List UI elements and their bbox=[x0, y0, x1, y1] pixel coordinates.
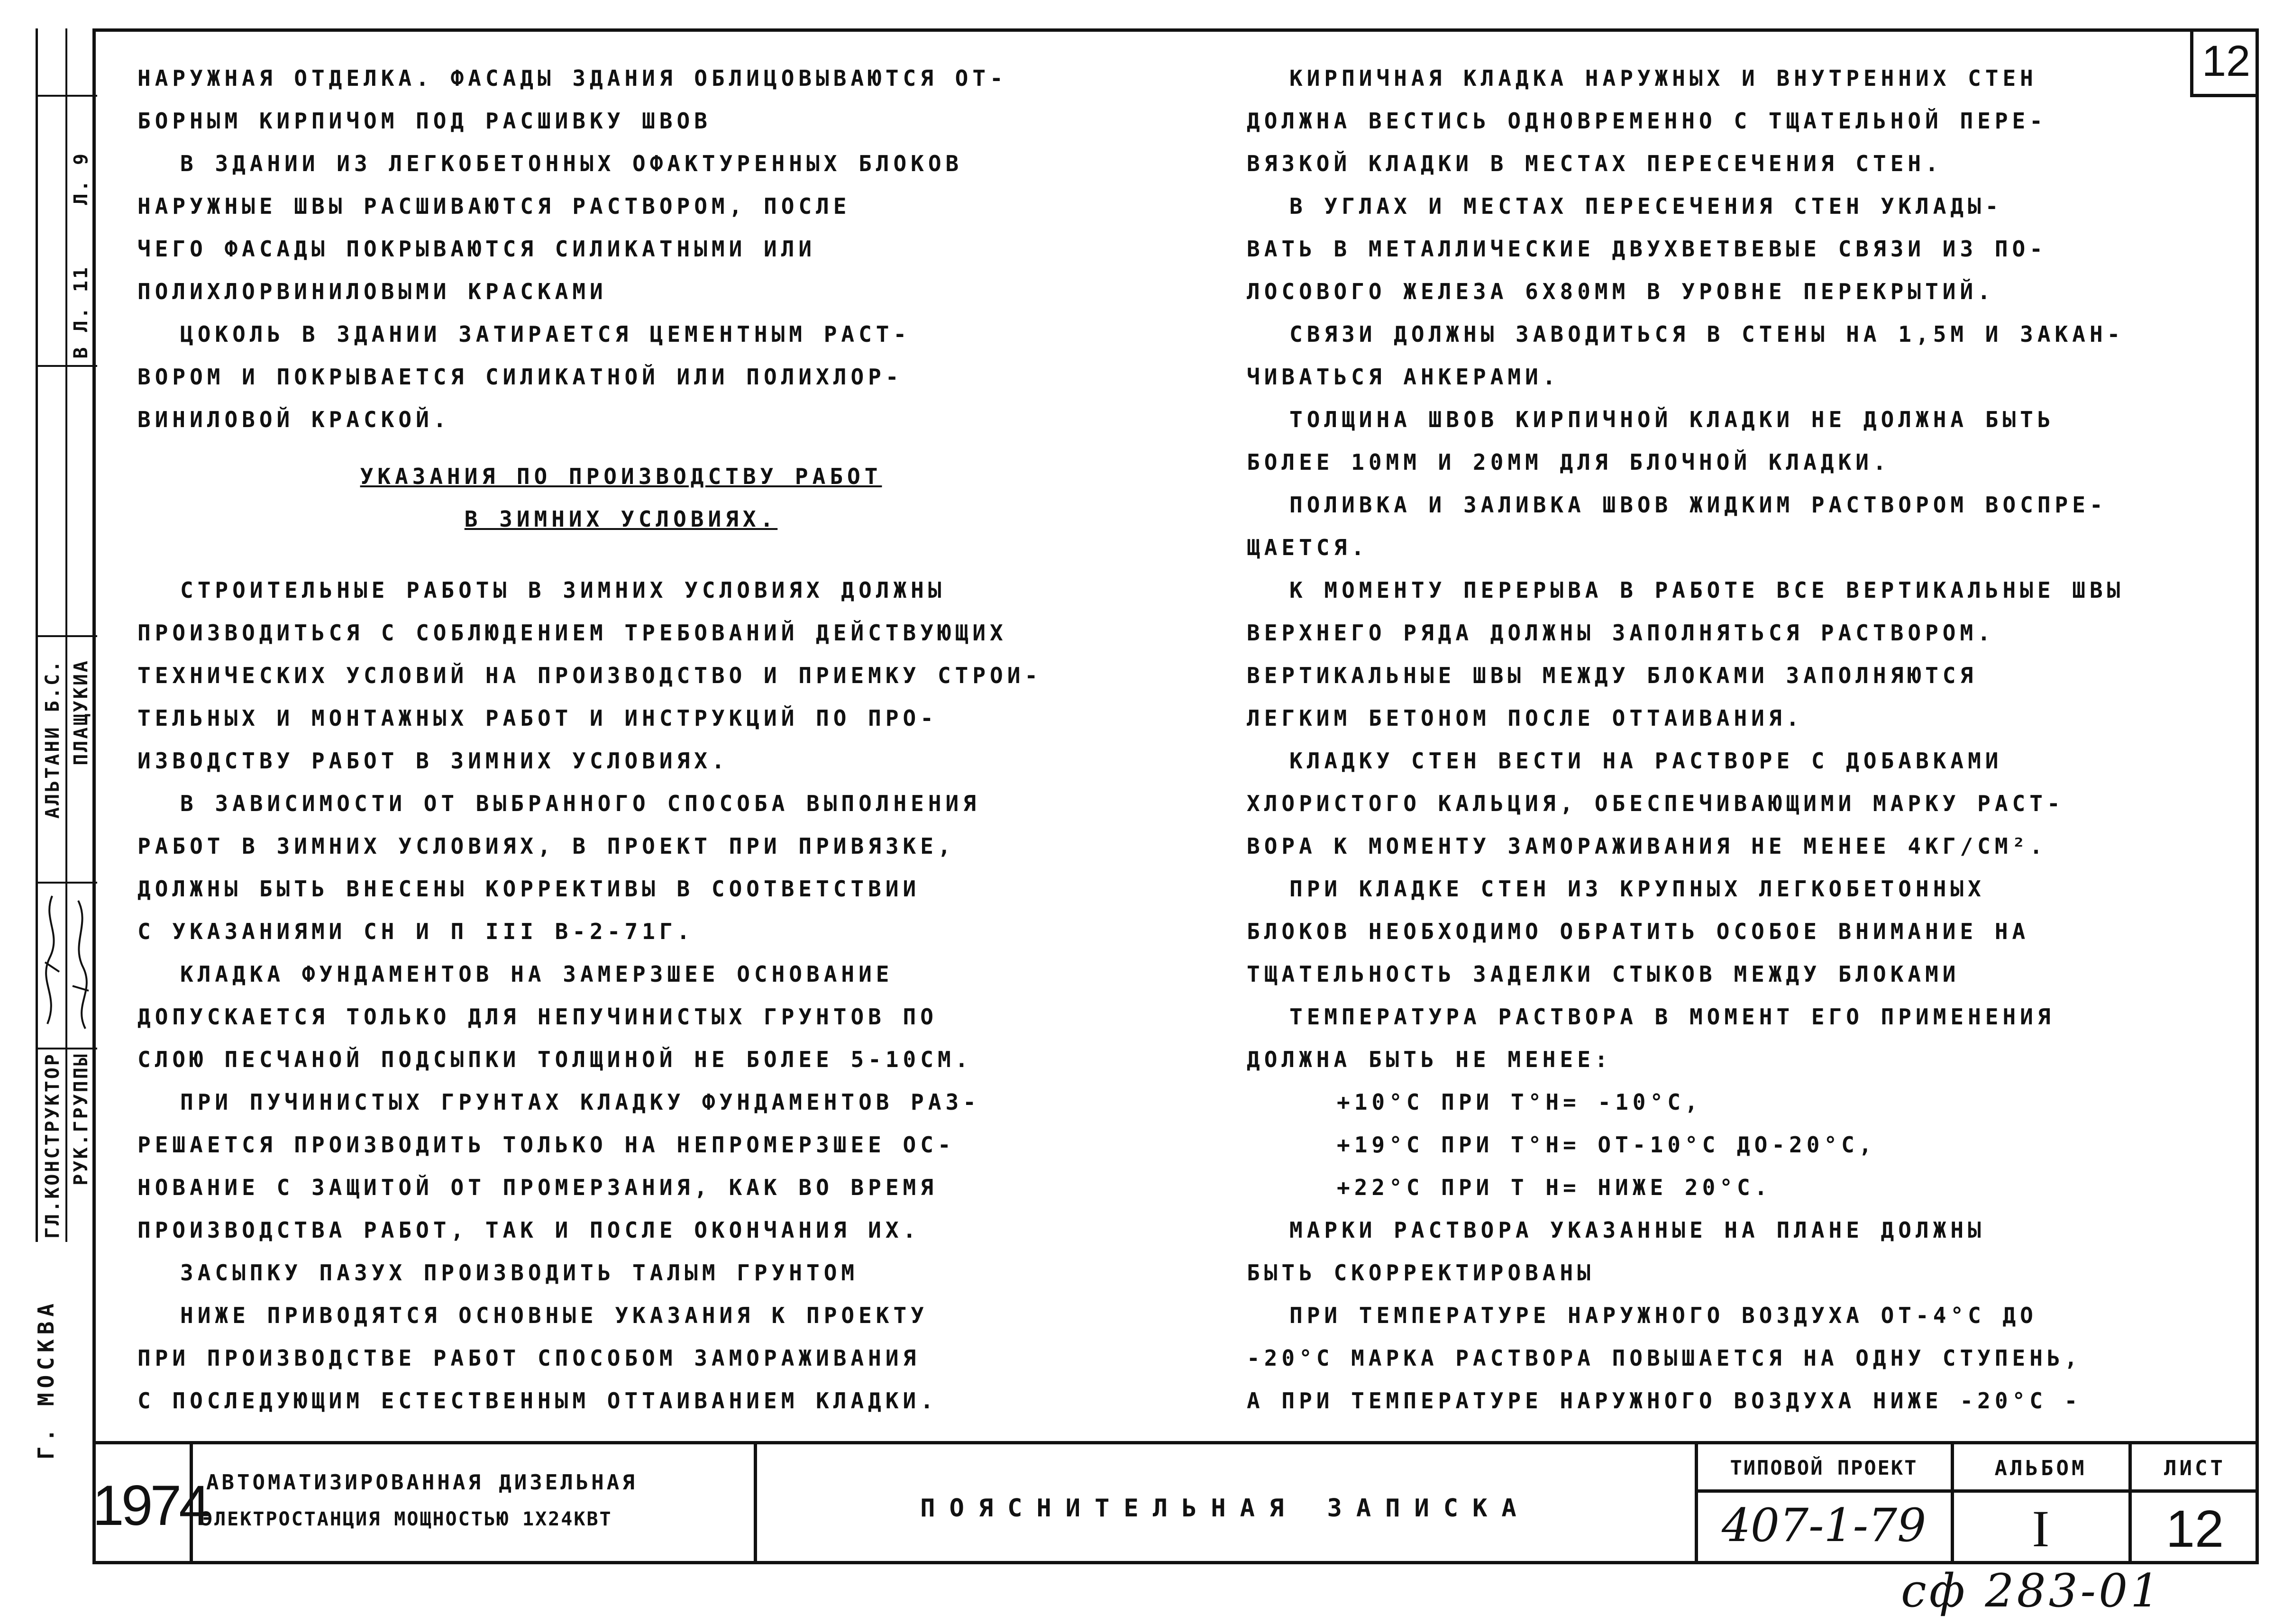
signature-2 bbox=[69, 891, 92, 1033]
sheet-value: 12 bbox=[2165, 1500, 2224, 1558]
text-line: ВОРОМ И ПОКРЫВАЕТСЯ СИЛИКАТНОЙ ИЛИ ПОЛИХЛОР- bbox=[137, 364, 903, 390]
text-line: ЦОКОЛЬ В ЗДАНИИ ЗАТИРАЕТСЯ ЦЕМЕНТНЫМ РАСТ- bbox=[180, 321, 911, 347]
text-line: ТЕМПЕРАТУРА РАСТВОРА В МОМЕНТ ЕГО ПРИМЕНЕНИЯ bbox=[1289, 1004, 2055, 1030]
text-line: -20°С МАРКА РАСТВОРА ПОВЫШАЕТСЯ НА ОДНУ СТУПЕНЬ, bbox=[1247, 1345, 2082, 1371]
role-group-head: РУК.ГРУППЫ bbox=[70, 1052, 92, 1186]
text-line: ЛОСОВОГО ЖЕЛЕЗА 6Х80ММ В УРОВНЕ ПЕРЕКРЫТИЙ. bbox=[1247, 279, 1995, 304]
text-line: БЛОКОВ НЕОБХОДИМО ОБРАТИТЬ ОСОБОЕ ВНИМАНИЕ НА bbox=[1247, 919, 2030, 944]
section-heading: В ЗИМНИХ УСЛОВИЯХ. bbox=[464, 506, 778, 532]
text-line: ПОЛИВКА И ЗАЛИВКА ШВОВ ЖИДКИМ РАСТВОРОМ ВОСПРЕ- bbox=[1289, 492, 2107, 518]
engineer-name-1: АЛЬТАНИ Б.С. bbox=[42, 659, 64, 819]
city-label: Г. МОСКВА bbox=[33, 1299, 59, 1460]
text-line: ТЩАТЕЛЬНОСТЬ ЗАДЕЛКИ СТЫКОВ МЕЖДУ БЛОКАМИ bbox=[1247, 961, 1960, 987]
text-line: В УГЛАХ И МЕСТАХ ПЕРЕСЕЧЕНИЯ СТЕН УКЛАДЫ- bbox=[1289, 193, 2003, 219]
text-line: ВЕРХНЕГО РЯДА ДОЛЖНЫ ЗАПОЛНЯТЬСЯ РАСТВОРОМ. bbox=[1247, 620, 1995, 646]
year: 1974 bbox=[92, 1474, 208, 1537]
text-line: НОВАНИЕ С ЗАЩИТОЙ ОТ ПРОМЕРЗАНИЯ, КАК ВО ВРЕМЯ bbox=[137, 1175, 938, 1200]
text-line: ЧЕГО ФАСАДЫ ПОКРЫВАЮТСЯ СИЛИКАТНЫМИ ИЛИ bbox=[137, 236, 816, 262]
text-line: КЛАДКУ СТЕН ВЕСТИ НА РАСТВОРЕ С ДОБАВКАМИ bbox=[1289, 748, 2003, 774]
text-line: ХЛОРИСТОГО КАЛЬЦИЯ, ОБЕСПЕЧИВАЮЩИМИ МАРКУ РАСТ- bbox=[1247, 791, 2064, 816]
right-text-column bbox=[1247, 57, 2233, 1422]
left-text-column bbox=[137, 57, 1133, 1422]
text-line: В ЗАВИСИМОСТИ ОТ ВЫБРАННОГО СПОСОБА ВЫПОЛНЕНИЯ bbox=[180, 791, 980, 816]
text-line: С УКАЗАНИЯМИ СН И П III В-2-71Г. bbox=[137, 919, 694, 944]
text-line: ТЕХНИЧЕСКИХ УСЛОВИЙ НА ПРОИЗВОДСТВО И ПРИЕМКУ СТРОИ- bbox=[137, 663, 1042, 688]
text-line: ПРОИЗВОДСТВА РАБОТ, ТАК И ПОСЛЕ ОКОНЧАНИЯ ИХ. bbox=[137, 1217, 921, 1243]
engineer-name-2: ПЛАЩУКИА bbox=[70, 659, 92, 766]
text-line: СЛОЮ ПЕСЧАНОЙ ПОДСЫПКИ ТОЛЩИНОЙ НЕ БОЛЕЕ 5-10СМ. bbox=[137, 1047, 973, 1072]
text-line: ПРИ ПРОИЗВОДСТВЕ РАБОТ СПОСОБОМ ЗАМОРАЖИВАНИЯ bbox=[137, 1345, 921, 1371]
side-stamp bbox=[36, 28, 95, 1242]
temperature-line: +19°С ПРИ T°Н= ОТ-10°С ДО-20°С, bbox=[1337, 1132, 1876, 1158]
text-line: СВЯЗИ ДОЛЖНЫ ЗАВОДИТЬСЯ В СТЕНЫ НА 1,5М И ЗАКАН- bbox=[1289, 321, 2125, 347]
text-line: КЛАДКА ФУНДАМЕНТОВ НА ЗАМЕРЗШЕЕ ОСНОВАНИЕ bbox=[180, 961, 894, 987]
text-line: БЫТЬ СКОРРЕКТИРОВАНЫ bbox=[1247, 1260, 1595, 1286]
text-line: НАРУЖНЫЕ ШВЫ РАСШИВАЮТСЯ РАСТВОРОМ, ПОСЛЕ bbox=[137, 193, 851, 219]
document-title: ПОЯСНИТЕЛЬНАЯ ЗАПИСКА bbox=[920, 1494, 1531, 1523]
text-line: ДОПУСКАЕТСЯ ТОЛЬКО ДЛЯ НЕПУЧИНИСТЫХ ГРУНТОВ ПО bbox=[137, 1004, 938, 1030]
text-line: ПРИ ПУЧИНИСТЫХ ГРУНТАХ КЛАДКУ ФУНДАМЕНТОВ РАЗ- bbox=[180, 1089, 980, 1115]
archive-code: сф 283-01 bbox=[1901, 1564, 2163, 1617]
text-line: БОРНЫМ КИРПИЧОМ ПОД РАСШИВКУ ШВОВ bbox=[137, 108, 712, 134]
sheet-label: ЛИСТ bbox=[2164, 1456, 2226, 1480]
text-line: ТЕЛЬНЫХ И МОНТАЖНЫХ РАБОТ И ИНСТРУКЦИЙ ПО ПРО- bbox=[137, 705, 938, 731]
album-label: АЛЬБОМ bbox=[1994, 1456, 2087, 1480]
text-line: ДОЛЖНА БЫТЬ НЕ МЕНЕЕ: bbox=[1247, 1047, 1612, 1072]
text-line: ВЕРТИКАЛЬНЫЕ ШВЫ МЕЖДУ БЛОКАМИ ЗАПОЛНЯЮТСЯ bbox=[1247, 663, 1978, 688]
temperature-line: +22°С ПРИ T Н= НИЖЕ 20°С. bbox=[1337, 1175, 1772, 1200]
text-line: ПРИ ТЕМПЕРАТУРЕ НАРУЖНОГО ВОЗДУХА ОТ-4°С ДО bbox=[1289, 1303, 2037, 1328]
text-line: НАРУЖНАЯ ОТДЕЛКА. ФАСАДЫ ЗДАНИЯ ОБЛИЦОВЫВАЮТСЯ ОТ- bbox=[137, 65, 1007, 91]
text-line: ДОЛЖНА ВЕСТИСЬ ОДНОВРЕМЕННО С ТЩАТЕЛЬНОЙ ПЕРЕ- bbox=[1247, 108, 2047, 134]
corner-sheet-number: 12 bbox=[2201, 36, 2251, 85]
text-line: РАБОТ В ЗИМНИХ УСЛОВИЯХ, В ПРОЕКТ ПРИ ПРИВЯЗКЕ, bbox=[137, 833, 955, 859]
text-line: С ПОСЛЕДУЮЩИМ ЕСТЕСТВЕННЫМ ОТТАИВАНИЕМ КЛАДКИ. bbox=[137, 1388, 938, 1414]
project-name-line-1: АВТОМАТИЗИРОВАННАЯ ДИЗЕЛЬНАЯ bbox=[206, 1470, 638, 1495]
text-line: ВИНИЛОВОЙ КРАСКОЙ. bbox=[137, 407, 451, 432]
text-line: ПРИ КЛАДКЕ СТЕН ИЗ КРУПНЫХ ЛЕГКОБЕТОННЫХ bbox=[1289, 876, 1985, 902]
text-line: ЗАСЫПКУ ПАЗУХ ПРОИЗВОДИТЬ ТАЛЫМ ГРУНТОМ bbox=[180, 1260, 859, 1286]
text-line: К МОМЕНТУ ПЕРЕРЫВА В РАБОТЕ ВСЕ ВЕРТИКАЛЬНЫЕ ШВЫ bbox=[1289, 577, 2125, 603]
title-block bbox=[92, 1441, 2259, 1564]
sheet-ref-1: Л. 9 bbox=[70, 152, 92, 205]
text-line: ЛЕГКИМ БЕТОНОМ ПОСЛЕ ОТТАИВАНИЯ. bbox=[1247, 705, 1804, 731]
text-line: ДОЛЖНЫ БЫТЬ ВНЕСЕНЫ КОРРЕКТИВЫ В СООТВЕТСТВИИ bbox=[137, 876, 921, 902]
text-line: СТРОИТЕЛЬНЫЕ РАБОТЫ В ЗИМНИХ УСЛОВИЯХ ДОЛЖНЫ bbox=[180, 577, 946, 603]
sheet-ref-2: В Л. 11 bbox=[70, 265, 92, 359]
text-line: БОЛЕЕ 10ММ И 20ММ ДЛЯ БЛОЧНОЙ КЛАДКИ. bbox=[1247, 449, 1890, 475]
text-line: ВЯЗКОЙ КЛАДКИ В МЕСТАХ ПЕРЕСЕЧЕНИЯ СТЕН. bbox=[1247, 151, 1943, 176]
temperature-line: +10°С ПРИ T°Н= -10°С, bbox=[1337, 1089, 1702, 1115]
text-line: В ЗДАНИИ ИЗ ЛЕГКОБЕТОННЫХ ОФАКТУРЕННЫХ БЛОКОВ bbox=[180, 151, 963, 176]
text-line: РЕШАЕТСЯ ПРОИЗВОДИТЬ ТОЛЬКО НА НЕПРОМЕРЗШЕЕ ОС- bbox=[137, 1132, 955, 1158]
text-line: ЧИВАТЬСЯ АНКЕРАМИ. bbox=[1247, 364, 1560, 390]
text-line: ПРОИЗВОДИТЬСЯ С СОБЛЮДЕНИЕМ ТРЕБОВАНИЙ ДЕЙСТВУЮЩИХ bbox=[137, 620, 1007, 646]
role-chief-designer: ГЛ.КОНСТРУКТОР bbox=[42, 1052, 64, 1239]
typical-project-label: ТИПОВОЙ ПРОЕКТ bbox=[1730, 1456, 1918, 1479]
typical-project-value: 407-1-79 bbox=[1721, 1499, 1927, 1552]
text-line: ТОЛЩИНА ШВОВ КИРПИЧНОЙ КЛАДКИ НЕ ДОЛЖНА БЫТЬ bbox=[1289, 407, 2055, 432]
text-line: ПОЛИХЛОРВИНИЛОВЫМИ КРАСКАМИ bbox=[137, 279, 607, 304]
project-name-line-2: ЭЛЕКТРОСТАНЦИЯ МОЩНОСТЬЮ 1Х24КВТ bbox=[201, 1508, 612, 1530]
album-value: I bbox=[2032, 1500, 2050, 1558]
text-line: МАРКИ РАСТВОРА УКАЗАННЫЕ НА ПЛАНЕ ДОЛЖНЫ bbox=[1289, 1217, 1985, 1243]
section-heading: УКАЗАНИЯ ПО ПРОИЗВОДСТВУ РАБОТ bbox=[360, 464, 882, 489]
text-line: НИЖЕ ПРИВОДЯТСЯ ОСНОВНЫЕ УКАЗАНИЯ К ПРОЕКТУ bbox=[180, 1303, 928, 1328]
text-line: ЩАЕТСЯ. bbox=[1247, 535, 1369, 560]
text-line: А ПРИ ТЕМПЕРАТУРЕ НАРУЖНОГО ВОЗДУХА НИЖЕ -20°С - bbox=[1247, 1388, 2082, 1414]
text-line: ВАТЬ В МЕТАЛЛИЧЕСКИЕ ДВУХВЕТВЕВЫЕ СВЯЗИ ИЗ ПО- bbox=[1247, 236, 2047, 262]
text-line: ИЗВОДСТВУ РАБОТ В ЗИМНИХ УСЛОВИЯХ. bbox=[137, 748, 729, 774]
text-line: КИРПИЧНАЯ КЛАДКА НАРУЖНЫХ И ВНУТРЕННИХ СТЕН bbox=[1289, 65, 2037, 91]
text-line: ВОРА К МОМЕНТУ ЗАМОРАЖИВАНИЯ НЕ МЕНЕЕ 4КГ/СМ². bbox=[1247, 833, 2047, 859]
signature-1 bbox=[40, 891, 64, 1033]
